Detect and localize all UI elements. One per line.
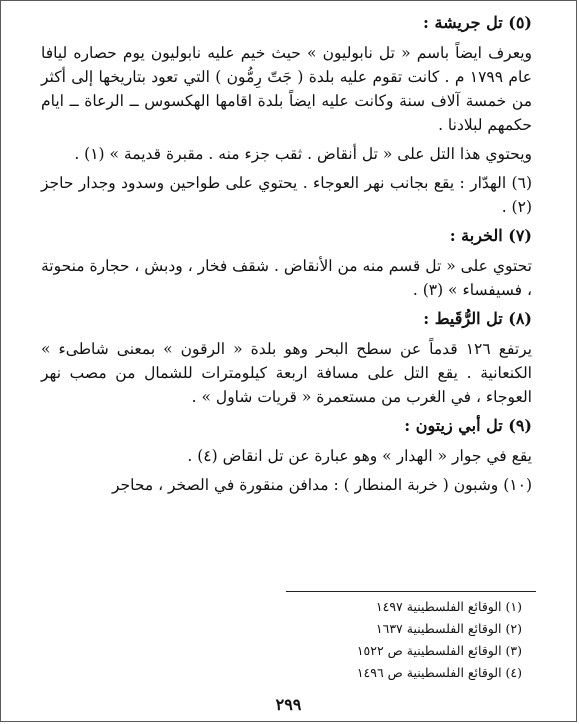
paragraph: (٦) الهدّار : يقع بجانب نهر العوجاء . يحتوي على طواحين وسدود وجدار حاجز (٢) . — [41, 174, 532, 216]
paragraph: تحتوي على « تل قسم منه من الأنقاض . شقف فخار ، ودبش ، حجارة منحوتة ، فسيفساء » (٣) . — [40, 257, 532, 299]
page-number: ٢٩٩ — [275, 695, 302, 714]
paragraph: يرتفع ١٢٦ قدماً عن سطح البحر وهو بلدة « الرقون » بمعنى شاطىء » الكنعانية . يقع التل على مسافة اربعة كيلومترات للشمال من مصب نهر العوجاء ، في الغرب من مستعمرة « قريات شاول » . — [41, 340, 533, 406]
footnote-item: (٢) الوقائع الفلسطينية ١٦٣٧ — [375, 621, 522, 636]
section-heading: (٩) تل أبي زيتون : — [404, 416, 532, 435]
section-heading: (٧) الخربة : — [449, 226, 532, 245]
section-heading: (٥) تل جريشة : — [423, 13, 532, 32]
footnotes — [302, 596, 522, 684]
paragraph: يقع في جوار « الهدار » وهو عبارة عن تل انقاض (٤) . — [187, 447, 532, 465]
paragraph: (١٠) وشبون ( خربة المنطار ) : مدافن منقورة في الصخر ، محاجر — [111, 476, 532, 494]
paragraph: ويحتوي هذا التل على « تل أنقاض . ثقب جزء منه . مقبرة قديمة » (١) . — [74, 145, 532, 163]
footnote-item: (٤) الوقائع الفلسطينية ص ١٤٩٦ — [356, 665, 522, 680]
footnote-item: (١) الوقائع الفلسطينية ١٤٩٧ — [375, 599, 522, 614]
paragraph: ويعرف ايضاً باسم « تل نابوليون » حيث خيم عليه نابوليون يوم حصاره ليافا عام ١٧٩٩ م . كانت تقوم عليه بلدة ( جَتّ رِمُّون ) التي تعود بتاريخها إلى أكثر من خمسة آلاف سنة وكانت عليه ايضاً بلدة اقامها الهكسوس ــ الرعاة ــ ايام حكمهم لبلادنا . — [41, 44, 533, 134]
section-heading: (٨) تل الرُّقَيط : — [423, 309, 532, 328]
footnote-item: (٣) الوقائع الفلسطينية ص ١٥٢٢ — [356, 643, 522, 658]
footnote-divider — [286, 591, 536, 592]
page-body — [41, 7, 532, 502]
